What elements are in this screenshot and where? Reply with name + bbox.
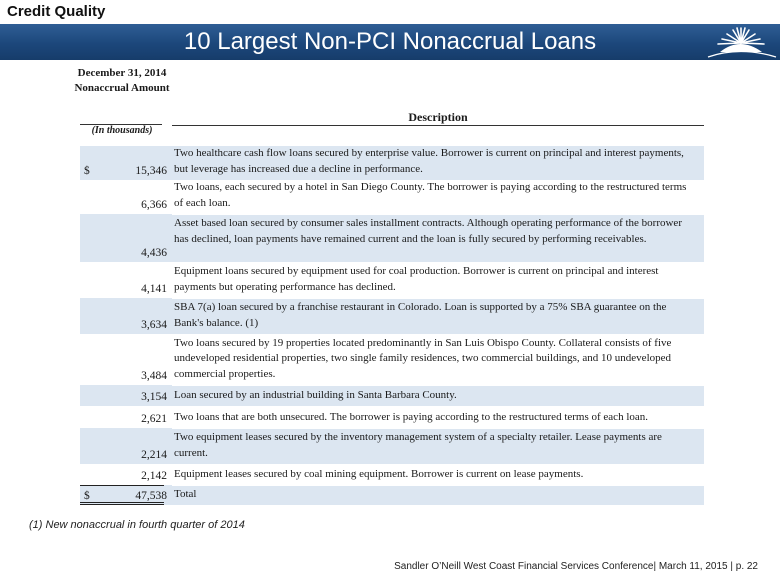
table-row: [80, 385, 704, 406]
row-divider: [172, 334, 704, 335]
table-row: [80, 180, 704, 214]
table-row: [80, 262, 704, 298]
footnote: (1) New nonaccrual in fourth quarter of 2014: [29, 519, 245, 531]
loan-amount: 2,142: [141, 470, 167, 482]
loan-description: SBA 7(a) loan secured by a franchise restaurant in Colorado. Loan is supported by a 75% SBA guarantee on the Bank's balance. (1): [174, 301, 667, 329]
row-divider: [172, 262, 704, 263]
loan-amount: 2,621: [141, 413, 167, 425]
table-row: [80, 428, 704, 464]
table-row: [80, 298, 704, 334]
amount-column-header: December 31, 2014 Nonaccrual Amount: [74, 67, 170, 94]
loan-description: Equipment leases secured by coal mining equipment. Borrower is current on lease payments.: [174, 467, 584, 480]
row-divider: [172, 385, 704, 386]
page-title: 10 Largest Non-PCI Nonaccrual Loans: [183, 28, 597, 55]
units-note: (In thousands): [91, 125, 153, 136]
loan-amount: 3,484: [141, 370, 167, 382]
total-row: [80, 485, 704, 505]
loan-amount: 3,634: [141, 319, 167, 331]
currency-symbol: $: [84, 165, 90, 177]
table-row: [80, 146, 704, 180]
row-divider: [172, 464, 704, 465]
row-divider: [172, 406, 704, 407]
table-row: [80, 406, 704, 428]
table-row: [80, 334, 704, 385]
currency-symbol: $: [84, 490, 90, 502]
total-label: Total: [174, 487, 197, 500]
loan-amount: 4,141: [141, 283, 167, 295]
description-column-header: Description: [408, 110, 468, 124]
total-amount: 47,538: [135, 490, 167, 502]
loan-amount: 3,154: [141, 391, 167, 403]
loan-description: Two loans that are both unsecured. The borrower is paying according to the restructured terms of each loan.: [174, 410, 649, 423]
row-divider: [172, 485, 704, 486]
row-divider: [172, 214, 704, 215]
loan-description: Equipment loans secured by equipment used for coal production. Borrower is current on principal and interest payments but operating performance has declined.: [174, 265, 659, 293]
loan-description: Two loans secured by 19 properties located predominantly in San Luis Obispo County. Collateral consists of five undeveloped residential properties, two single family residences, two commercial buildings, and 10 undeveloped commercial properties.: [174, 336, 672, 380]
title-banner: [0, 24, 780, 60]
loan-amount: 4,436: [141, 247, 167, 259]
loan-description: Two equipment leases secured by the inventory management system of a specialty retailer. Lease payments are current.: [174, 431, 662, 459]
table-row: [80, 464, 704, 485]
loan-description: Two healthcare cash flow loans secured by enterprise value. Borrower is current on principal and interest payments, but leverage has increased due a decline in performance.: [174, 147, 684, 175]
loan-description: Loan secured by an industrial building in Santa Barbara County.: [174, 388, 457, 401]
row-divider: [172, 428, 704, 429]
loan-amount: 2,214: [141, 449, 167, 461]
loan-amount: 6,366: [141, 199, 167, 211]
footer-conference-text: Sandler O’Neill West Coast Financial Services Conference| March 11, 2015 | p. 22: [394, 561, 758, 572]
loan-amount: 15,346: [135, 165, 167, 177]
table-row: [80, 214, 704, 262]
section-label: Credit Quality: [7, 3, 106, 20]
loan-description: Asset based loan secured by consumer sales installment contracts. Although operating performance of the borrower has declined, loan payments have remained current and the loan is fully secured by performing receivables.: [174, 217, 682, 245]
row-divider: [172, 180, 704, 181]
description-header-rule: [172, 125, 704, 126]
total-underline: [80, 485, 164, 505]
sunburst-logo-icon: [700, 24, 780, 60]
loan-description: Two loans, each secured by a hotel in San Diego County. The borrower is paying according to the restructured terms of each loan.: [174, 181, 687, 209]
row-divider: [172, 298, 704, 299]
